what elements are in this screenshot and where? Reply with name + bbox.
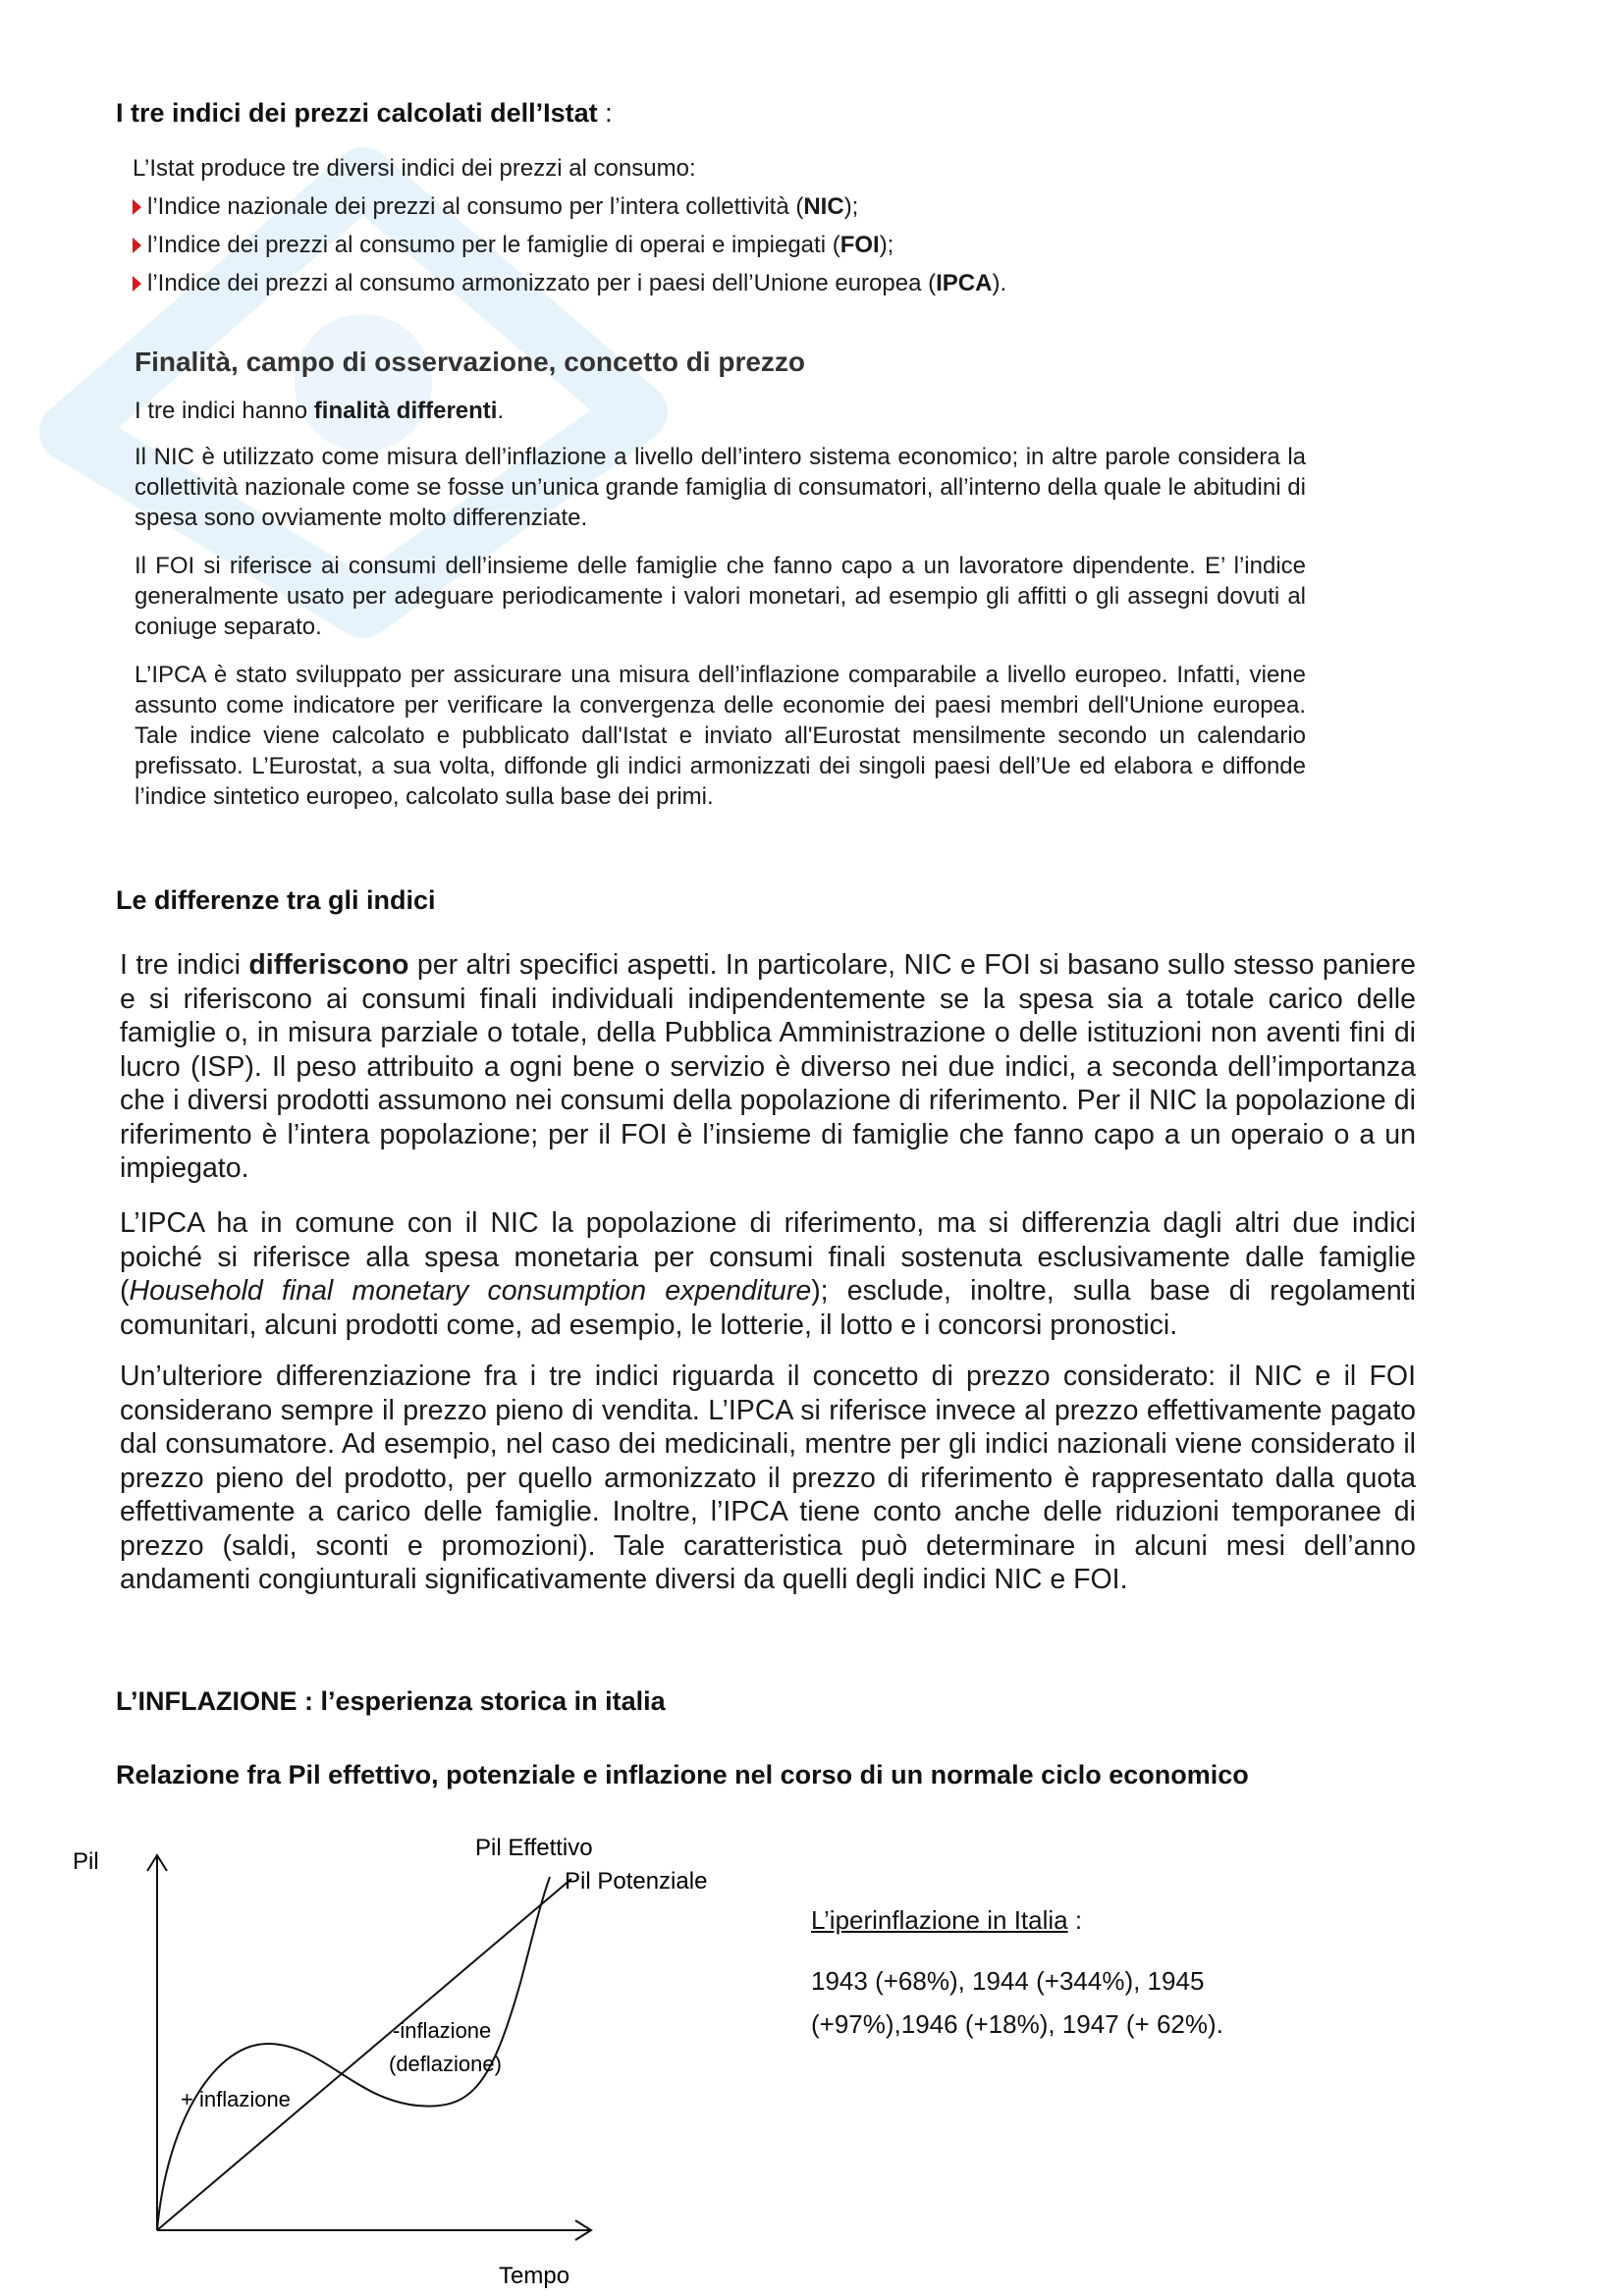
plus-inflazione-label: + inflazione <box>181 2087 291 2111</box>
finalita-heading: Finalità, campo di osservazione, concetto di prezzo <box>135 347 806 377</box>
pil-potenziale-line <box>157 1879 571 2230</box>
minus-inflazione-label: -inflazione <box>393 2018 492 2043</box>
list-item-foi: l’Indice dei prezzi al consumo per le famiglie di operai e impiegati (FOI); <box>133 226 1311 264</box>
differenze-paragraph-2: L’IPCA ha in comune con il NIC la popolazione di riferimento, ma si differenzia dagli altri due indici poiché si riferisce alla spesa monetaria per consumi finali sostenuta esclusivamente dalle famiglie (Household final monetary consumption expenditure); esclude, inoltre, sulla base di regolamenti comunitari, alcuni prodotti come, ad esempio, le lotterie, il lotto e i concorsi pronostici. <box>120 1207 1416 1341</box>
finalita-paragraph-nic: Il NIC è utilizzato come misura dell’inflazione a livello dell’intero sistema economico; in altre parole considera la collettività nazionale come se fosse un’unica grande famiglia di consumatori, all’interno della quale le abitudini di spesa sono ovviamente molto differenziate. <box>135 444 1306 531</box>
pil-potenziale-label: Pil Potenziale <box>565 1868 708 1895</box>
differenze-paragraph-1: I tre indici differiscono per altri specifici aspetti. In particolare, NIC e FOI si basano sullo stesso paniere e si riferiscono ai consumi finali individuali indipendentemente se la spesa sia a totale carico delle famiglie o, in misura parziale o totale, della Pubblica Amministrazione o delle istituzioni non aventi fini di lucro (ISP). Il peso attribuito a ogni bene o servizio è diverso nei due indici, a seconda dell’importanza che i diversi prodotti assumono nei consumi della popolazione di riferimento. Per il NIC la popolazione di riferimento è l’intera popolazione; per il FOI è l’insieme di famiglie che fanno capo a un operaio o a un impiegato. <box>120 949 1416 1184</box>
finalita-lead: I tre indici hanno finalità differenti. <box>135 398 505 424</box>
iperinflazione-title: L’iperinflazione in Italia : <box>811 1905 1083 1935</box>
istat-intro: L’Istat produce tre diversi indici dei prezzi al consumo: <box>133 155 696 182</box>
differenze-title: Le differenze tra gli indici <box>116 885 436 915</box>
finalita-paragraph-ipca: L’IPCA è stato sviluppato per assicurare una misura dell’inflazione comparabile a livello europeo. Infatti, viene assunto come indicatore per verificare la convergenza delle economie dei paesi membri dell'Unione europea. Tale indice viene calcolato e pubblicato dall'Istat e inviato all'Eurostat mensilmente secondo un calendario prefissato. L’Eurostat, a sua volta, diffonde gli indici armonizzati dei singoli paesi dell’Ue ed elabora e diffonde l’indice sintetico europeo, calcolato sulla base dei primi. <box>135 662 1306 810</box>
list-item-ipca: l’Indice dei prezzi al consumo armonizzato per i paesi dell’Unione europea (IPCA). <box>133 264 1311 302</box>
istat-section-title: I tre indici dei prezzi calcolati dell’Istat : <box>116 98 613 128</box>
y-axis-label: Pil <box>73 1848 99 1875</box>
list-item-nic: l’Indice nazionale dei prezzi al consumo per l’intera collettività (NIC); <box>133 187 1311 226</box>
inflazione-title: L’INFLAZIONE : l’esperienza storica in italia <box>116 1686 666 1716</box>
bullet-arrow-icon <box>133 276 141 292</box>
pil-cycle-diagram <box>59 1836 746 2296</box>
iperinflazione-values: 1943 (+68%), 1944 (+344%), 1945 (+97%),1946 (+18%), 1947 (+ 62%). <box>811 1966 1223 2039</box>
bullet-arrow-icon <box>133 238 141 253</box>
bullet-arrow-icon <box>133 199 141 215</box>
differenze-paragraph-3: Un’ulteriore differenziazione fra i tre indici riguarda il concetto di prezzo considerato: il NIC e il FOI considerano sempre il prezzo pieno di vendita. L’IPCA si riferisce invece al prezzo effettivamente pagato dal consumatore. Ad esempio, nel caso dei medicinali, mentre per gli indici nazionali viene considerato il prezzo pieno del prodotto, per quello armonizzato il prezzo di riferimento è rappresentato dalla quota effettivamente a carico delle famiglie. Inoltre, l’IPCA tiene conto anche delle riduzioni temporanee di prezzo (saldi, sconti e promozioni). Tale caratteristica può determinare in alcuni mesi dell’anno andamenti congiunturali significativamente diversi da quelli degli indici NIC e FOI. <box>120 1361 1416 1595</box>
finalita-paragraph-foi: Il FOI si riferisce ai consumi dell’insieme delle famiglie che fanno capo a un lavoratore dipendente. E’ l’indice generalmente usato per adeguare periodicamente i valori monetari, ad esempio gli affitti o gli assegni dovuti al coniuge separato. <box>135 553 1306 640</box>
pil-effettivo-label: Pil Effettivo <box>475 1836 593 1861</box>
istat-list <box>133 149 1311 302</box>
x-axis-label: Tempo <box>499 2263 570 2289</box>
relazione-title: Relazione fra Pil effettivo, potenziale e inflazione nel corso di un normale ciclo economico <box>116 1760 1249 1789</box>
deflazione-label: (deflazione) <box>389 2052 502 2076</box>
